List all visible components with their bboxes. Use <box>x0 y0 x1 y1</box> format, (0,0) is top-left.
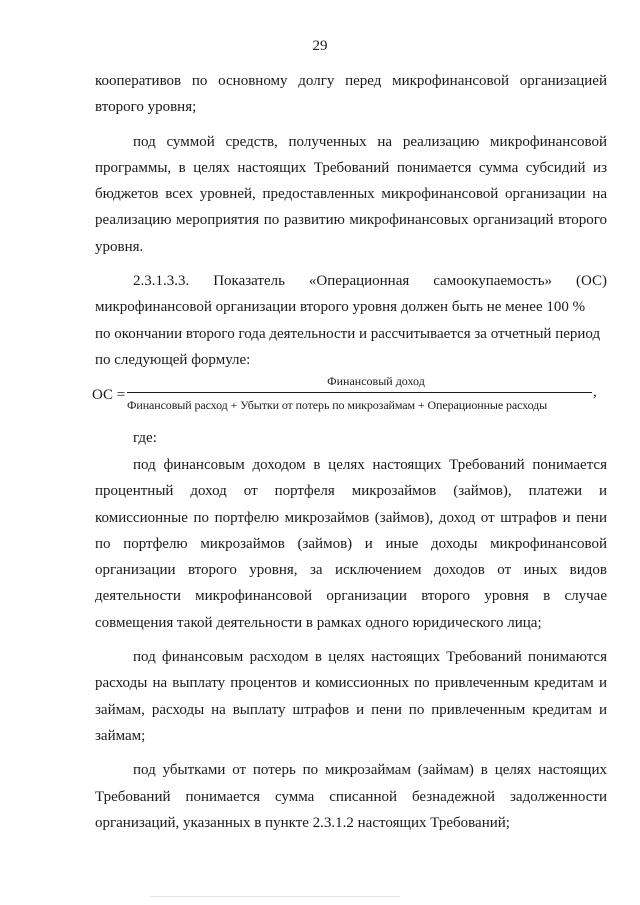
line: второго уровня; <box>95 99 197 116</box>
section-word: самоокупаемость» <box>433 273 553 290</box>
line: и займам, расходы на выплату штрафов и пени по привлеченным кредитам <box>95 675 607 718</box>
line: по следующей формуле: <box>95 351 251 368</box>
line: по окончании второго года деятельности и рассчитывается за отчетный период <box>95 325 601 342</box>
formula-numerator: Финансовый доход <box>327 374 425 388</box>
section-word: «Операционная <box>308 273 410 290</box>
text-block-top <box>95 68 607 373</box>
paragraph-cooperatives <box>95 68 607 121</box>
fraction-bar <box>127 392 592 393</box>
formula-denominator: Финансовый расход + Убытки от потерь по микрозаймам + Операционные расходы <box>127 398 548 412</box>
line: на реализацию мероприятия по развитию микрофинансовых организаций <box>95 186 607 229</box>
line: организаций, указанных в пункте 2.3.1.2 настоящих Требований; <box>95 814 510 831</box>
line: одного юридического лица; <box>365 614 542 631</box>
section-number: 2.3.1.3.3. <box>133 273 190 290</box>
section-word: (ОС) <box>575 273 607 290</box>
page-number: 29 <box>312 38 328 54</box>
line: организации второго уровня в случае совмещения такой деятельности в рамках <box>95 588 607 631</box>
paragraph-financial-expense <box>95 644 607 749</box>
line: уровня, за исключением доходов от иных видов деятельности микрофинансовой <box>95 562 607 605</box>
line: кооперативов по основному долгу перед микрофинансовой организацией <box>95 73 607 89</box>
paragraph-subsidies <box>95 129 607 260</box>
line: второго уровня. <box>95 212 607 255</box>
scan-edge-line <box>150 896 400 897</box>
line: и займам; <box>95 701 607 744</box>
section-heading-line <box>95 268 607 294</box>
line: микрофинансовой организации второго уровня должен быть не менее 100 % <box>95 299 586 316</box>
where-label: где: <box>133 430 157 446</box>
line: из бюджетов всех уровней, предоставленных микрофинансовой организации <box>95 159 607 203</box>
paragraph-loan-losses <box>95 757 607 836</box>
line: Требований понимается сумма списанной безнадежной задолженности <box>95 788 607 805</box>
paragraph-financial-income <box>95 452 607 636</box>
line: расходы на выплату процентов и комиссионных по привлеченным кредитам <box>95 675 599 692</box>
formula-lhs: ОС = <box>92 387 126 403</box>
line: программы, в целях настоящих Требований понимается сумма субсидий <box>95 159 594 176</box>
line: под убытками от потерь по микрозаймам (займам) в целях настоящих <box>133 762 607 779</box>
line: по портфелю микрозаймов (займов), доход от штрафов и пени по портфелю <box>95 509 607 552</box>
line: под финансовым доходом в целях настоящих Требований понимается <box>133 457 607 473</box>
line: процентный доход от портфеля микрозаймов (займов), платежи и комиссионные <box>95 483 607 526</box>
formula <box>92 368 612 428</box>
line: микрозаймов (займов) и иные доходы микрофинансовой организации второго <box>95 535 607 579</box>
line: под финансовым расходом в целях настоящих Требований понимаются <box>133 649 607 666</box>
paragraph-section-2-3-1-3-3 <box>95 268 607 373</box>
formula-comma: , <box>593 384 597 400</box>
line: под суммой средств, полученных на реализацию микрофинансовой <box>133 133 607 150</box>
section-word: Показатель <box>213 273 285 290</box>
text-block-bottom <box>95 452 607 836</box>
